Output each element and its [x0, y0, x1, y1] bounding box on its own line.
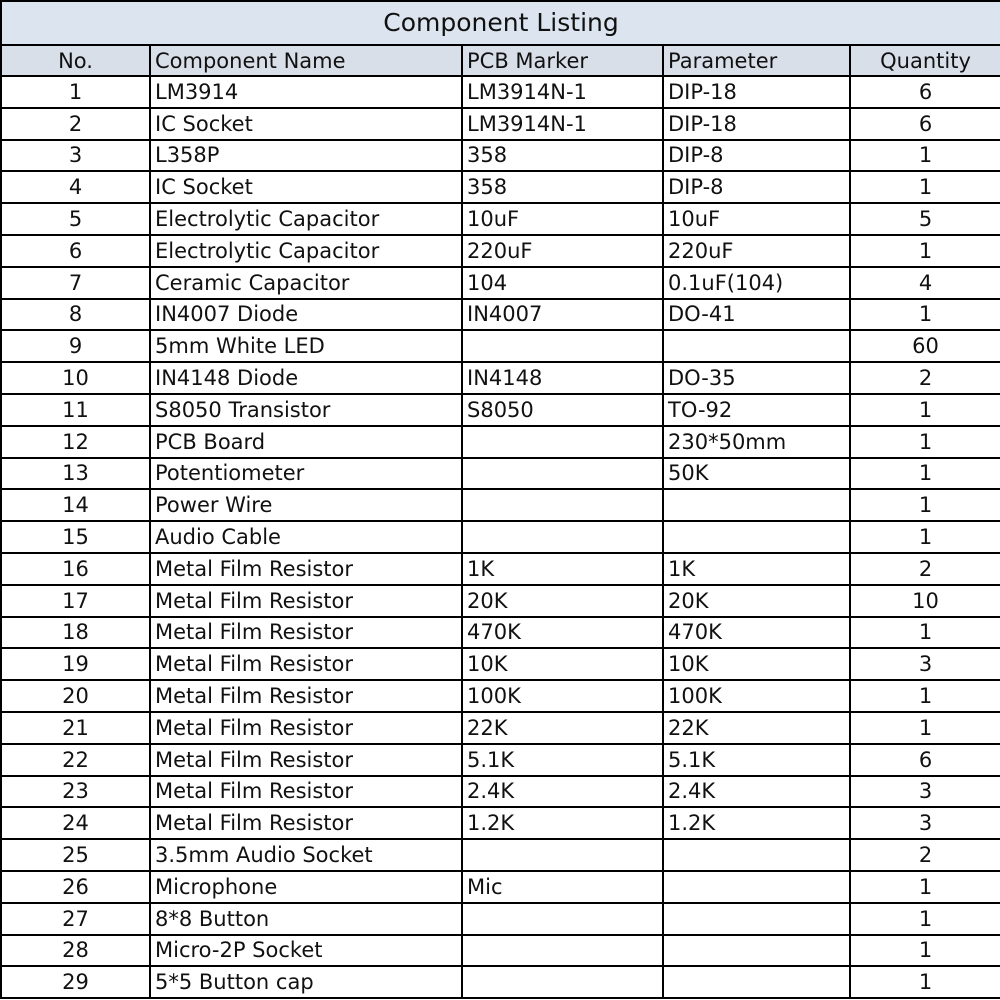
cell-no: 17 — [1, 585, 150, 617]
cell-parameter — [663, 903, 850, 935]
cell-pcb-marker — [462, 426, 663, 458]
cell-quantity: 3 — [850, 776, 1000, 808]
cell-quantity: 6 — [850, 76, 1000, 108]
table-row — [1, 140, 1000, 172]
table-row — [1, 299, 1000, 331]
column-header-component-name: Component Name — [150, 45, 462, 76]
table-row — [1, 744, 1000, 776]
cell-no: 28 — [1, 935, 150, 967]
cell-no: 14 — [1, 489, 150, 521]
cell-parameter: 1K — [663, 553, 850, 585]
cell-pcb-marker: 1.2K — [462, 807, 663, 839]
cell-component-name: Audio Cable — [150, 521, 462, 553]
cell-component-name: 3.5mm Audio Socket — [150, 839, 462, 871]
column-header-quantity: Quantity — [850, 45, 1000, 76]
cell-pcb-marker: IN4148 — [462, 362, 663, 394]
cell-parameter — [663, 871, 850, 903]
cell-pcb-marker: 10uF — [462, 203, 663, 235]
cell-no: 2 — [1, 108, 150, 140]
cell-quantity: 1 — [850, 489, 1000, 521]
cell-no: 11 — [1, 394, 150, 426]
header-row — [1, 45, 1000, 76]
cell-component-name: Metal Film Resistor — [150, 807, 462, 839]
table-row — [1, 617, 1000, 649]
table-title: Component Listing — [1, 1, 1000, 45]
cell-component-name: 5mm White LED — [150, 330, 462, 362]
cell-quantity: 3 — [850, 807, 1000, 839]
cell-pcb-marker — [462, 330, 663, 362]
table-row — [1, 903, 1000, 935]
cell-parameter: 10uF — [663, 203, 850, 235]
cell-pcb-marker — [462, 935, 663, 967]
table-row — [1, 521, 1000, 553]
cell-pcb-marker: 5.1K — [462, 744, 663, 776]
cell-no: 21 — [1, 712, 150, 744]
table-row — [1, 394, 1000, 426]
cell-no: 1 — [1, 76, 150, 108]
cell-component-name: Metal Film Resistor — [150, 617, 462, 649]
cell-component-name: Power Wire — [150, 489, 462, 521]
cell-no: 3 — [1, 140, 150, 172]
cell-component-name: Metal Film Resistor — [150, 744, 462, 776]
cell-no: 23 — [1, 776, 150, 808]
cell-no: 10 — [1, 362, 150, 394]
cell-parameter — [663, 330, 850, 362]
table-row — [1, 362, 1000, 394]
cell-parameter: 230*50mm — [663, 426, 850, 458]
table-row — [1, 171, 1000, 203]
cell-pcb-marker: 2.4K — [462, 776, 663, 808]
table-row — [1, 330, 1000, 362]
cell-pcb-marker: 220uF — [462, 235, 663, 267]
cell-no: 29 — [1, 966, 150, 998]
cell-pcb-marker — [462, 489, 663, 521]
cell-pcb-marker — [462, 966, 663, 998]
cell-quantity: 5 — [850, 203, 1000, 235]
table-row — [1, 807, 1000, 839]
cell-quantity: 4 — [850, 267, 1000, 299]
cell-no: 24 — [1, 807, 150, 839]
cell-pcb-marker: 358 — [462, 171, 663, 203]
cell-quantity: 1 — [850, 712, 1000, 744]
table-row — [1, 458, 1000, 490]
table-row — [1, 267, 1000, 299]
cell-component-name: Micro-2P Socket — [150, 935, 462, 967]
cell-component-name: Metal Film Resistor — [150, 680, 462, 712]
cell-no: 19 — [1, 648, 150, 680]
cell-quantity: 1 — [850, 617, 1000, 649]
cell-no: 6 — [1, 235, 150, 267]
cell-no: 13 — [1, 458, 150, 490]
cell-no: 16 — [1, 553, 150, 585]
cell-no: 9 — [1, 330, 150, 362]
table-row — [1, 108, 1000, 140]
cell-pcb-marker: 470K — [462, 617, 663, 649]
cell-pcb-marker — [462, 839, 663, 871]
table-row — [1, 839, 1000, 871]
cell-parameter: 470K — [663, 617, 850, 649]
cell-quantity: 2 — [850, 362, 1000, 394]
cell-pcb-marker: Mic — [462, 871, 663, 903]
cell-pcb-marker: IN4007 — [462, 299, 663, 331]
cell-quantity: 1 — [850, 426, 1000, 458]
table-row — [1, 648, 1000, 680]
table-row — [1, 966, 1000, 998]
cell-no: 8 — [1, 299, 150, 331]
table-row — [1, 935, 1000, 967]
cell-pcb-marker: S8050 — [462, 394, 663, 426]
cell-pcb-marker — [462, 903, 663, 935]
cell-no: 4 — [1, 171, 150, 203]
table-row — [1, 680, 1000, 712]
column-header-no: No. — [1, 45, 150, 76]
cell-parameter — [663, 935, 850, 967]
cell-no: 20 — [1, 680, 150, 712]
cell-component-name: PCB Board — [150, 426, 462, 458]
cell-pcb-marker: 22K — [462, 712, 663, 744]
table-row — [1, 712, 1000, 744]
cell-quantity: 10 — [850, 585, 1000, 617]
table-row — [1, 76, 1000, 108]
table-row — [1, 426, 1000, 458]
cell-quantity: 1 — [850, 871, 1000, 903]
cell-quantity: 1 — [850, 680, 1000, 712]
cell-quantity: 1 — [850, 903, 1000, 935]
cell-component-name: Metal Film Resistor — [150, 712, 462, 744]
cell-parameter — [663, 521, 850, 553]
cell-parameter: 100K — [663, 680, 850, 712]
cell-parameter — [663, 489, 850, 521]
cell-quantity: 2 — [850, 553, 1000, 585]
cell-component-name: Microphone — [150, 871, 462, 903]
cell-pcb-marker: 100K — [462, 680, 663, 712]
cell-parameter: DO-41 — [663, 299, 850, 331]
cell-component-name: Ceramic Capacitor — [150, 267, 462, 299]
cell-component-name: L358P — [150, 140, 462, 172]
cell-parameter: 5.1K — [663, 744, 850, 776]
cell-parameter: 2.4K — [663, 776, 850, 808]
cell-quantity: 1 — [850, 458, 1000, 490]
cell-pcb-marker — [462, 458, 663, 490]
cell-component-name: IN4148 Diode — [150, 362, 462, 394]
table-row — [1, 553, 1000, 585]
table-row — [1, 235, 1000, 267]
cell-quantity: 1 — [850, 935, 1000, 967]
cell-parameter: 0.1uF(104) — [663, 267, 850, 299]
cell-pcb-marker: 104 — [462, 267, 663, 299]
cell-pcb-marker: 1K — [462, 553, 663, 585]
cell-quantity: 6 — [850, 108, 1000, 140]
cell-parameter: 220uF — [663, 235, 850, 267]
cell-component-name: 5*5 Button cap — [150, 966, 462, 998]
cell-pcb-marker: LM3914N-1 — [462, 76, 663, 108]
cell-parameter: 1.2K — [663, 807, 850, 839]
cell-pcb-marker: 358 — [462, 140, 663, 172]
cell-pcb-marker: LM3914N-1 — [462, 108, 663, 140]
table-body — [1, 76, 1000, 998]
cell-component-name: Electrolytic Capacitor — [150, 235, 462, 267]
cell-quantity: 1 — [850, 966, 1000, 998]
table-row — [1, 203, 1000, 235]
table-row — [1, 776, 1000, 808]
cell-component-name: Metal Film Resistor — [150, 553, 462, 585]
cell-component-name: S8050 Transistor — [150, 394, 462, 426]
cell-component-name: 8*8 Button — [150, 903, 462, 935]
cell-component-name: Metal Film Resistor — [150, 648, 462, 680]
cell-parameter: DIP-18 — [663, 76, 850, 108]
cell-parameter: TO-92 — [663, 394, 850, 426]
cell-no: 18 — [1, 617, 150, 649]
table-row — [1, 585, 1000, 617]
cell-no: 26 — [1, 871, 150, 903]
cell-parameter: DIP-18 — [663, 108, 850, 140]
cell-no: 27 — [1, 903, 150, 935]
cell-quantity: 1 — [850, 140, 1000, 172]
cell-parameter — [663, 839, 850, 871]
cell-quantity: 1 — [850, 235, 1000, 267]
cell-component-name: Metal Film Resistor — [150, 776, 462, 808]
cell-quantity: 1 — [850, 521, 1000, 553]
cell-no: 7 — [1, 267, 150, 299]
cell-quantity: 6 — [850, 744, 1000, 776]
cell-component-name: Metal Film Resistor — [150, 585, 462, 617]
cell-component-name: LM3914 — [150, 76, 462, 108]
cell-parameter: DIP-8 — [663, 171, 850, 203]
cell-parameter: 50K — [663, 458, 850, 490]
cell-quantity: 1 — [850, 171, 1000, 203]
table-row — [1, 489, 1000, 521]
cell-parameter: 20K — [663, 585, 850, 617]
cell-no: 12 — [1, 426, 150, 458]
cell-quantity: 1 — [850, 299, 1000, 331]
cell-parameter — [663, 966, 850, 998]
cell-pcb-marker: 20K — [462, 585, 663, 617]
cell-quantity: 2 — [850, 839, 1000, 871]
cell-component-name: IN4007 Diode — [150, 299, 462, 331]
column-header-parameter: Parameter — [663, 45, 850, 76]
cell-no: 5 — [1, 203, 150, 235]
cell-pcb-marker: 10K — [462, 648, 663, 680]
cell-quantity: 1 — [850, 394, 1000, 426]
cell-component-name: Potentiometer — [150, 458, 462, 490]
cell-component-name: IC Socket — [150, 108, 462, 140]
cell-parameter: 10K — [663, 648, 850, 680]
cell-no: 25 — [1, 839, 150, 871]
cell-component-name: Electrolytic Capacitor — [150, 203, 462, 235]
cell-component-name: IC Socket — [150, 171, 462, 203]
cell-no: 22 — [1, 744, 150, 776]
cell-pcb-marker — [462, 521, 663, 553]
cell-no: 15 — [1, 521, 150, 553]
cell-quantity: 3 — [850, 648, 1000, 680]
table-row — [1, 871, 1000, 903]
cell-parameter: DO-35 — [663, 362, 850, 394]
column-header-pcb-marker: PCB Marker — [462, 45, 663, 76]
cell-parameter: 22K — [663, 712, 850, 744]
cell-parameter: DIP-8 — [663, 140, 850, 172]
cell-quantity: 60 — [850, 330, 1000, 362]
